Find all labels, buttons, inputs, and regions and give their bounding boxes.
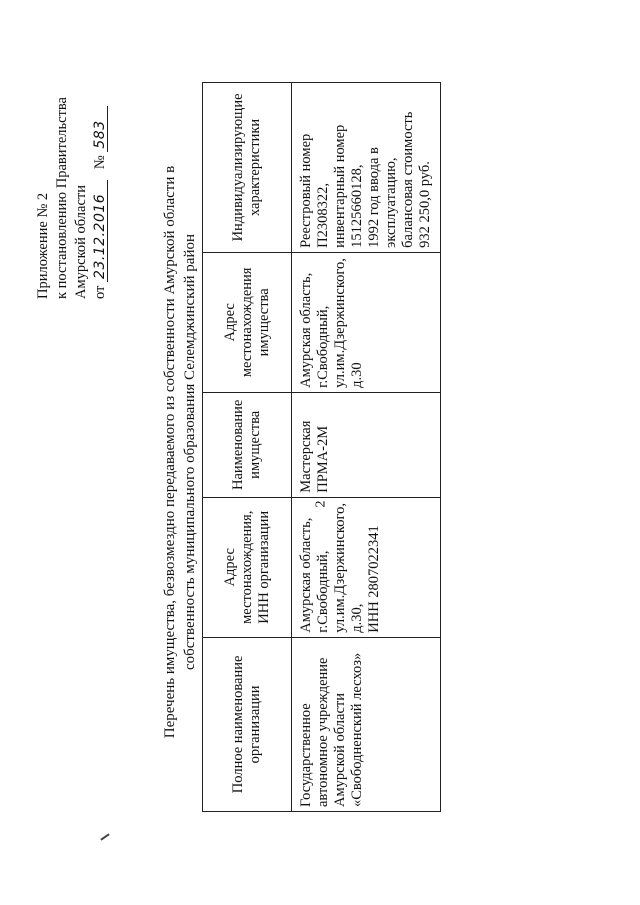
cell-text-line: Амурская область, [298, 517, 314, 633]
cell-characteristics [292, 83, 441, 253]
header-text-line: организации [247, 685, 263, 764]
cell-text-line: ПРМА-2М [315, 425, 331, 493]
cell-text-line: 1992 год ввода в эксплуатацию, [366, 147, 399, 248]
date-prefix: от [92, 285, 108, 299]
appendix-title: Приложение № 2 [35, 192, 51, 299]
document-title [160, 92, 200, 812]
cell-text-line: инвентарный номер 15125660128, [332, 124, 365, 248]
cell-text-line: ул.им.Дзержинского, [332, 503, 348, 633]
header-text-line: Индивидуализирующие [230, 93, 246, 242]
rotated-document-content [20, 52, 620, 852]
cell-text-line: Мастерская [298, 420, 314, 493]
header-text-line: местонахождения, [238, 510, 255, 624]
appendix-block [34, 49, 110, 299]
cell-text-line: д.30 [349, 362, 365, 388]
cell-property-name [292, 392, 441, 497]
number-prefix: № [92, 155, 108, 170]
cell-text-line: г.Свободный, [315, 305, 331, 388]
property-table [202, 82, 441, 812]
appendix-line-2: к постановлению Правительства [54, 97, 70, 299]
page-number: 2 [313, 500, 329, 508]
appendix-line-3: Амурской области [73, 185, 89, 299]
header-organization-address [203, 497, 292, 637]
header-text-line: Наименование [230, 399, 246, 490]
cell-text-line: Реестровый номер П2308322, [298, 133, 331, 248]
header-text-line: ИНН организации [255, 510, 272, 624]
header-text-line: Полное наименование [230, 655, 246, 794]
handwritten-number: 583 [93, 106, 108, 152]
header-text-line: имущества [255, 288, 272, 357]
handwritten-date: 23.12.2016 [93, 180, 108, 282]
table-header-row [203, 83, 292, 812]
cell-text-line: Амурской области [332, 693, 348, 807]
title-line-2: собственность муниципального образования Селемджинский район [182, 233, 198, 671]
cell-text-line: Государственное [298, 703, 314, 807]
cell-text-line: г.Свободный, [315, 550, 331, 633]
header-text-line: Адрес [221, 303, 238, 342]
cell-text-line: «Свободненский лесхоз» [349, 652, 365, 807]
cell-text-line: ИНН 2807022341 [366, 525, 382, 633]
cell-organization-address [292, 497, 441, 637]
table-row [292, 83, 441, 812]
title-line-1: Перечень имущества, безвозмездно передаваемого из собственности Амурской области в [162, 165, 178, 739]
cell-text-line: балансовая стоимость 932 250,0 руб. [400, 111, 433, 248]
table-body [292, 83, 441, 812]
header-characteristics [203, 83, 292, 253]
cell-property-address [292, 252, 441, 392]
header-text-line: характеристики [247, 118, 263, 217]
cell-text-line: д.30, [349, 603, 365, 633]
cell-text-line: автономное учреждение [315, 657, 331, 807]
cell-text-line: ул.им.Дзержинского, [332, 258, 348, 388]
appendix-date-line [91, 49, 110, 299]
header-text-line: имущества [247, 410, 263, 479]
header-text-line: местонахождения [238, 267, 255, 378]
header-property-name [203, 392, 292, 497]
header-organization-name [203, 637, 292, 811]
header-text-line: Адрес [221, 548, 238, 587]
header-property-address [203, 252, 292, 392]
cell-organization-name [292, 637, 441, 811]
cell-text-line: Амурская область, [298, 272, 314, 388]
